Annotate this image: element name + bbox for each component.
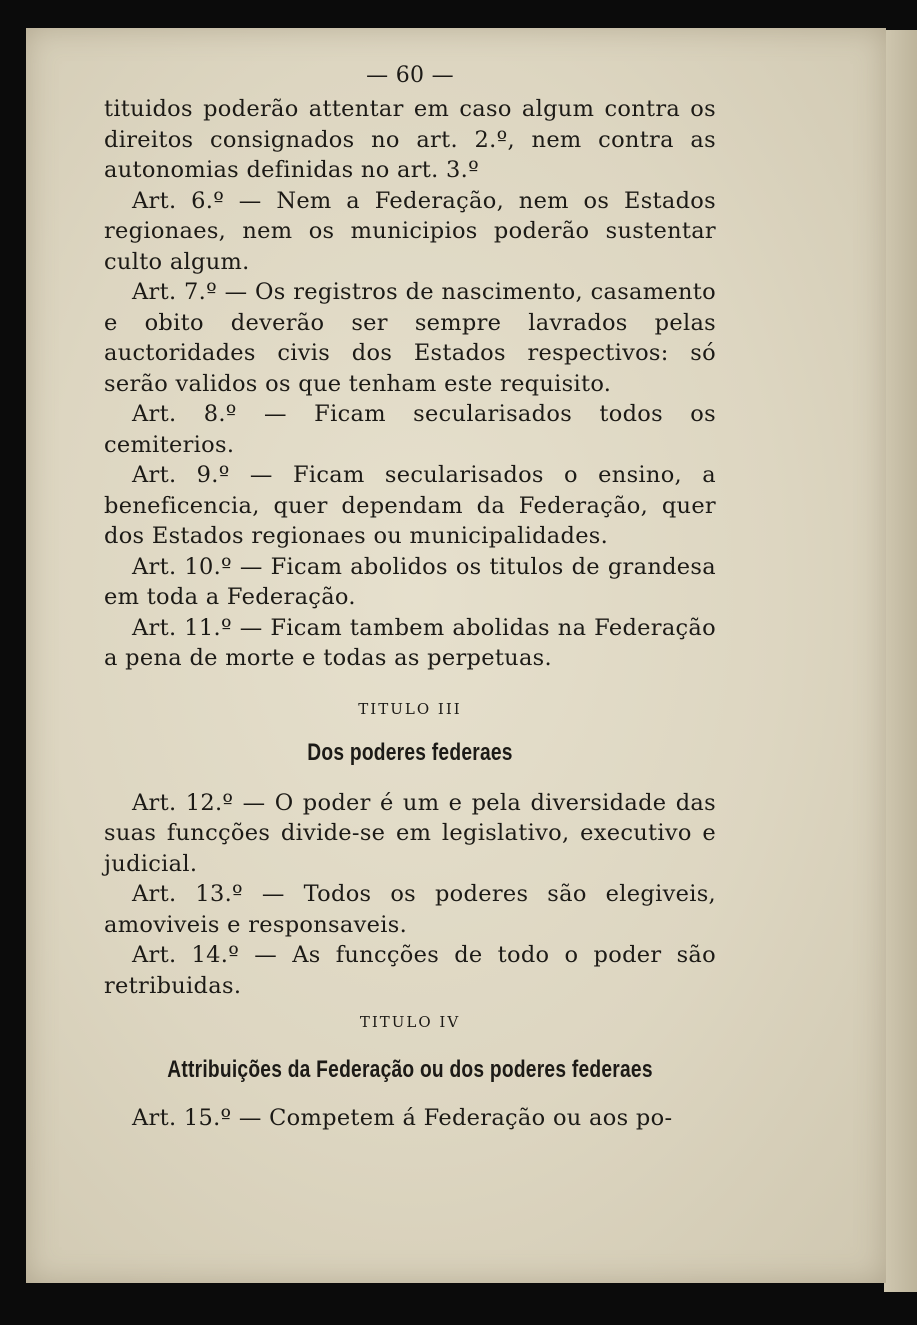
article-9: Art. 9.º — Ficam secularisados o ensino, a beneficencia, quer dependam da Federação, quer dos Estados regionaes ou municipalidades. [104,462,716,549]
article-6: Art. 6.º — Nem a Federação, nem os Estados regionaes, nem os municipios poderão sustentar culto algum. [104,187,716,275]
article-13: Art. 13.º — Todos os poderes são elegiveis, amoviveis e responsaveis. [104,881,716,938]
article-11: Art. 11.º — Ficam tambem abolidas na Federação a pena de morte e todas as perpetuas. [104,614,716,671]
section-label-titulo-iv: TITULO IV [359,1013,461,1031]
section-heading-poderes-federaes: Dos poderes federaes [307,738,513,766]
paragraph-continuation: tituidos poderão attentar em caso algum contra os direitos consignados no art. 2.º, nem contra as autonomias definidas no art. 3.º [104,96,716,183]
article-12: Art. 12.º — O poder é um e pela diversidade das suas funcções divide-se em legislativo, executivo e judicial. [104,789,716,877]
article-8: Art. 8.º — Ficam secularisados todos os cemiterios. [104,401,716,458]
section-label-titulo-iii: TITULO III [358,699,462,718]
article-7: Art. 7.º — Os registros de nascimento, casamento e obito deverão ser sempre lavrados pelas auctoridades civis dos Estados respectivos: só serão validos os que tenham este requisito. [104,279,716,397]
article-15: Art. 15.º — Competem á Federação ou aos po- [132,1105,673,1131]
page-number: — 60 — [366,63,454,88]
article-14: Art. 14.º — As funcções de todo o poder são retribuidas. [104,942,716,999]
section-heading-attribuicoes: Attribuições da Federação ou dos poderes federaes [167,1056,653,1083]
article-10: Art. 10.º — Ficam abolidos os titulos de grandesa em toda a Federação. [104,553,716,610]
adjacent-page-edge [884,30,917,1292]
page-text-block [104,62,716,1134]
